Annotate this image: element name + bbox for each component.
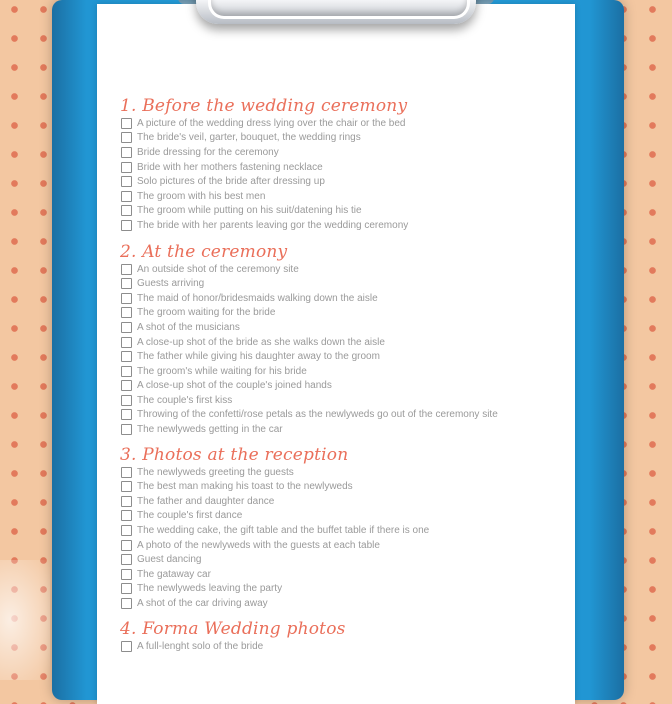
checklist-item-label: A shot of the musicians	[137, 321, 240, 333]
light-glow	[0, 560, 50, 680]
checklist	[121, 96, 561, 653]
checklist-item	[121, 379, 561, 394]
checkbox[interactable]	[121, 264, 132, 275]
checkbox[interactable]	[121, 191, 132, 202]
checklist-item-label: The maid of honor/bridesmaids walking down the aisle	[137, 292, 378, 304]
checkbox[interactable]	[121, 337, 132, 348]
checklist-item	[121, 567, 561, 582]
section-heading: 1. Before the wedding ceremony	[120, 96, 408, 116]
checklist-item-label: The father and daughter dance	[137, 495, 275, 507]
checkbox[interactable]	[121, 540, 132, 551]
checklist-item	[121, 204, 561, 219]
checklist-item	[121, 509, 561, 524]
checkbox[interactable]	[121, 147, 132, 158]
checkbox[interactable]	[121, 118, 132, 129]
clip-wire	[208, 0, 470, 19]
checklist-item	[121, 276, 561, 291]
checklist-item	[121, 393, 561, 408]
section-heading: 2. At the ceremony	[120, 241, 288, 262]
section-heading: 3. Photos at the reception	[120, 444, 349, 465]
checklist-item	[121, 160, 561, 175]
checklist-item	[121, 174, 561, 189]
checkbox[interactable]	[121, 510, 132, 521]
checklist-item-label: A full-lenght solo of the bride	[137, 640, 264, 652]
checklist-item-label: The couple's first kiss	[137, 394, 233, 406]
checklist-item	[121, 465, 561, 480]
checkbox[interactable]	[121, 554, 132, 565]
checklist-item	[121, 131, 561, 146]
checkbox[interactable]	[121, 162, 132, 173]
checklist-item	[121, 596, 561, 611]
checkbox[interactable]	[121, 481, 132, 492]
checklist-item	[121, 494, 561, 509]
checklist-item	[121, 582, 561, 597]
checklist-item-label: A close-up shot of the couple's joined hands	[137, 380, 332, 392]
checkbox[interactable]	[121, 409, 132, 420]
checkbox[interactable]	[121, 583, 132, 594]
checklist-item	[121, 422, 561, 437]
checklist-item	[121, 523, 561, 538]
checkbox[interactable]	[121, 205, 132, 216]
checkbox[interactable]	[121, 220, 132, 231]
checklist-item-label: Bride with her mothers fastening necklace	[137, 161, 323, 173]
checklist-item-label: The father while giving his daughter away to the groom	[137, 351, 380, 363]
checklist-item	[121, 218, 561, 233]
checkbox[interactable]	[121, 132, 132, 143]
checkbox[interactable]	[121, 293, 132, 304]
checklist-item	[121, 189, 561, 204]
checklist-item	[121, 538, 561, 553]
checklist-item-label: Throwing of the confetti/rose petals as the newlyweds go out of the ceremony site	[137, 409, 498, 421]
checklist-item-label: Guest dancing	[137, 554, 202, 566]
checklist-section	[121, 242, 561, 437]
checklist-item-label: The best man making his toast to the newlyweds	[137, 481, 353, 493]
checklist-item-label: The gataway car	[137, 568, 211, 580]
checklist-item-label: The couple's first dance	[137, 510, 243, 522]
checklist-section	[121, 96, 561, 233]
checklist-item	[121, 291, 561, 306]
checkbox[interactable]	[121, 598, 132, 609]
checklist-item	[121, 479, 561, 494]
checkbox[interactable]	[121, 467, 132, 478]
checkbox[interactable]	[121, 176, 132, 187]
checklist-item-label: The groom's while waiting for his bride	[137, 365, 307, 377]
checklist-item-label: An outside shot of the ceremony site	[137, 263, 299, 275]
checklist-item-label: The bride with her parents leaving gor the wedding ceremony	[137, 219, 409, 231]
checklist-section	[121, 619, 561, 654]
checkbox[interactable]	[121, 395, 132, 406]
checklist-item	[121, 262, 561, 277]
checklist-item	[121, 320, 561, 335]
checklist-section	[121, 445, 561, 611]
checkbox[interactable]	[121, 525, 132, 536]
checklist-item-label: The newlyweds getting in the car	[137, 424, 283, 436]
checklist-item	[121, 306, 561, 321]
checkbox[interactable]	[121, 641, 132, 652]
section-heading: 4. Forma Wedding photos	[120, 618, 346, 639]
checklist-item-label: The wedding cake, the gift table and the buffet table if there is one	[137, 525, 430, 537]
checkbox[interactable]	[121, 322, 132, 333]
checkbox[interactable]	[121, 380, 132, 391]
checkbox[interactable]	[121, 278, 132, 289]
checklist-item	[121, 349, 561, 364]
checklist-item-label: Bride dressing for the ceremony	[137, 146, 279, 158]
checklist-item	[121, 639, 561, 654]
checkbox[interactable]	[121, 366, 132, 377]
checklist-item-label: The newlyweds greeting the guests	[137, 466, 294, 478]
checklist-item-label: Guests arriving	[137, 278, 205, 290]
checkbox[interactable]	[121, 496, 132, 507]
checkbox[interactable]	[121, 424, 132, 435]
checkbox[interactable]	[121, 351, 132, 362]
checklist-item-label: A close-up shot of the bride as she walks down the aisle	[137, 336, 385, 348]
checklist-item	[121, 364, 561, 379]
checklist-item	[121, 335, 561, 350]
checklist-item	[121, 116, 561, 131]
checklist-item-label: The groom while putting on his suit/datening his tie	[137, 205, 362, 217]
checkbox[interactable]	[121, 569, 132, 580]
checklist-item-label: Solo pictures of the bride after dressing up	[137, 176, 325, 188]
checkbox[interactable]	[121, 307, 132, 318]
checklist-item	[121, 552, 561, 567]
checklist-item-label: The groom waiting for the bride	[137, 307, 276, 319]
checklist-item-label: A shot of the car driving away	[137, 598, 268, 610]
checklist-item-label: A photo of the newlyweds with the guests at each table	[137, 539, 380, 551]
checklist-item-label: The newlyweds leaving the party	[137, 583, 283, 595]
checklist-item-label: The bride's veil, garter, bouquet, the wedding rings	[137, 132, 361, 144]
checklist-item-label: A picture of the wedding dress lying over the chair or the bed	[137, 117, 406, 129]
checklist-item-label: The groom with his best men	[137, 190, 266, 202]
checklist-item	[121, 145, 561, 160]
checklist-item	[121, 408, 561, 423]
